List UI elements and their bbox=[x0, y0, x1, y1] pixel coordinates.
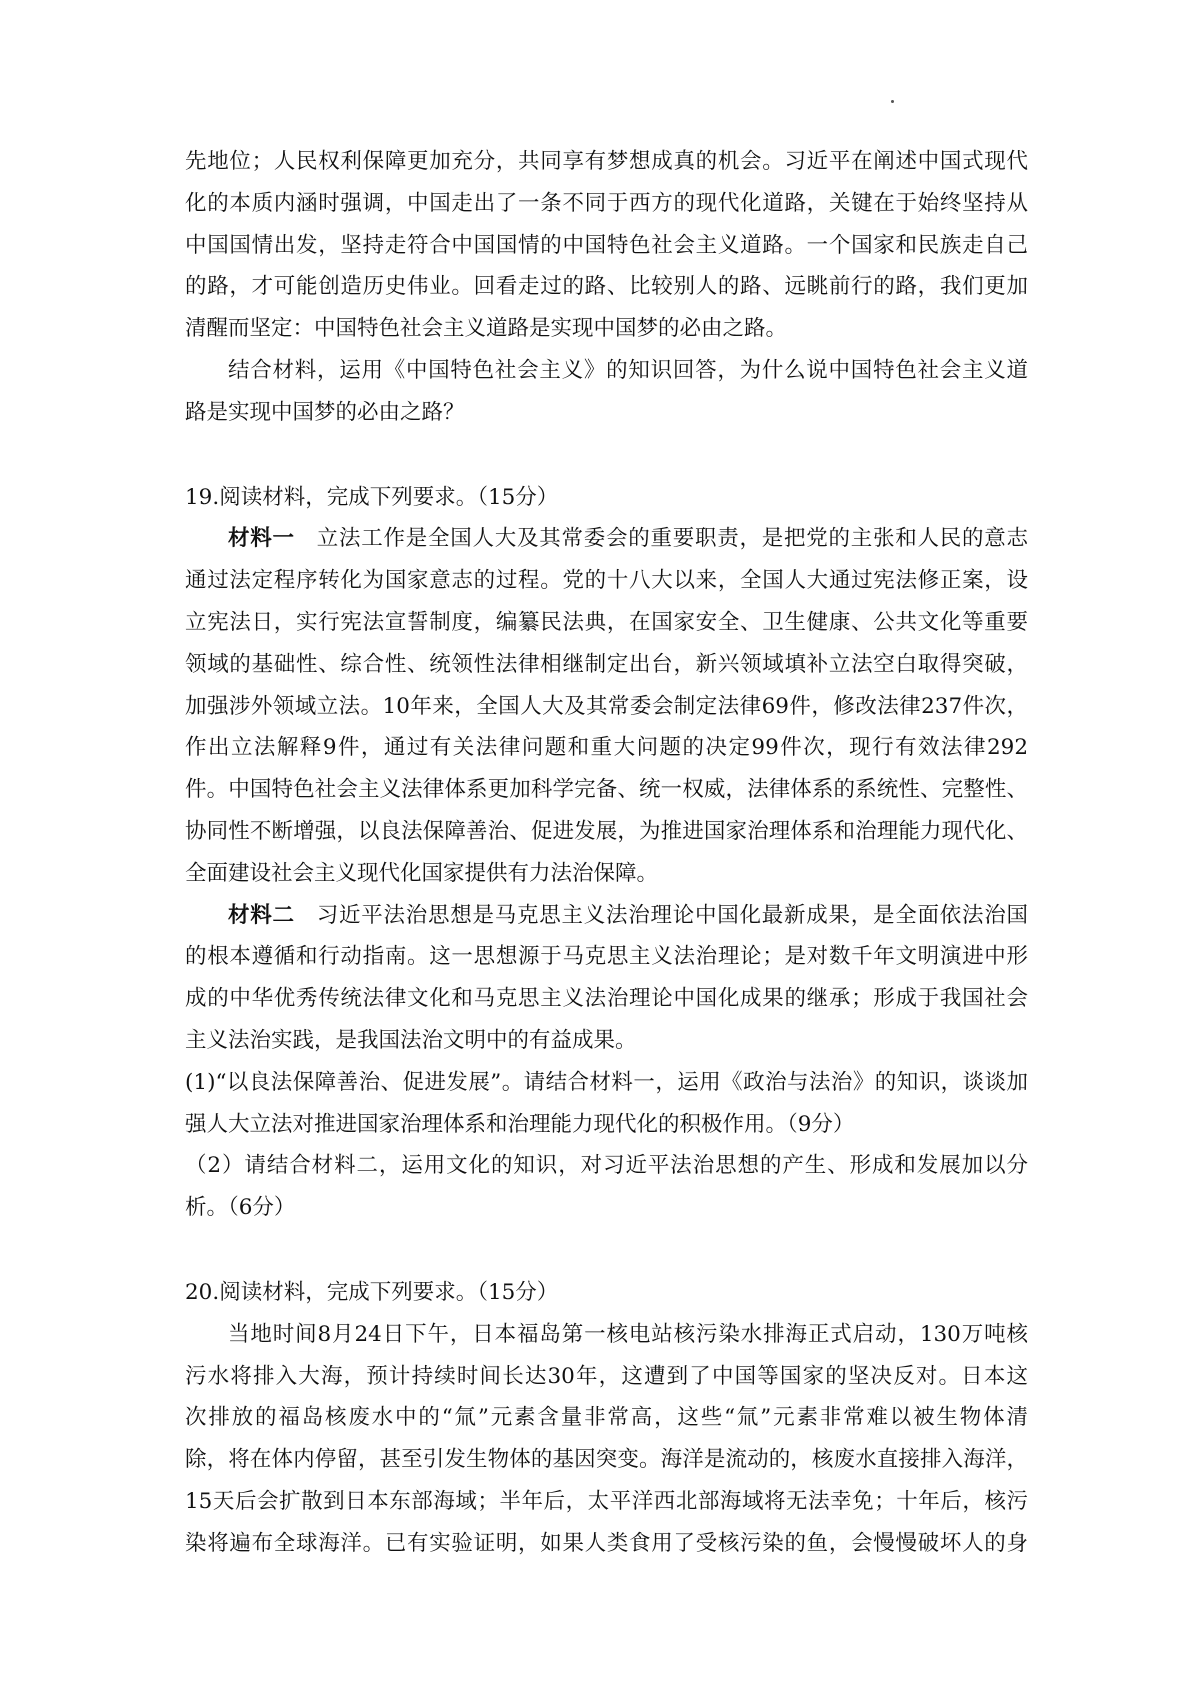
question-heading: 20.阅读材料，完成下列要求。（15分） bbox=[185, 1279, 559, 1305]
text-line: 件。中国特色社会主义法律体系更加科学完备、统一权威，法律体系的系统性、完整性、 bbox=[185, 777, 1028, 803]
exam-page bbox=[185, 141, 1028, 1565]
text-line: 通过法定程序转化为国家意志的过程。党的十八大以来，全国人大通过宪法修正案，设 bbox=[185, 568, 1028, 594]
scan-dot bbox=[891, 100, 894, 103]
question-19 bbox=[185, 477, 1028, 1229]
question-20 bbox=[185, 1272, 1028, 1565]
material-label: 材料二 bbox=[228, 902, 295, 928]
text-line: 加强涉外领域立法。10年来，全国人大及其常委会制定法律69件，修改法律237件次， bbox=[185, 693, 1028, 719]
question-heading: 19.阅读材料，完成下列要求。（15分） bbox=[185, 484, 559, 510]
text-line: 立法工作是全国人大及其常委会的重要职责，是把党的主张和人民的意志 bbox=[316, 526, 1028, 552]
text-line: 化的本质内涵时强调，中国走出了一条不同于西方的现代化道路，关键在于始终坚持从 bbox=[185, 190, 1028, 216]
text-line: 全面建设社会主义现代化国家提供有力法治保障。 bbox=[185, 860, 659, 886]
q18-question bbox=[185, 350, 1028, 434]
text-line: 当地时间8月24日下午，日本福岛第一核电站核污染水排海正式启动，130万吨核 bbox=[228, 1321, 1028, 1347]
sub-question-2: （2）请结合材料二，运用文化的知识，对习近平法治思想的产生、形成和发展加以分 bbox=[185, 1153, 1028, 1179]
text-line: 的根本遵循和行动指南。这一思想源于马克思主义法治理论；是对数千年文明演进中形 bbox=[185, 944, 1028, 970]
text-line: 先地位；人民权利保障更加充分，共同享有梦想成真的机会。习近平在阐述中国式现代 bbox=[185, 149, 1028, 174]
material-label: 材料一 bbox=[228, 526, 295, 552]
sub-question-2: 析。（6分） bbox=[185, 1195, 296, 1221]
text-line: 成的中华优秀传统法律文化和马克思主义法治理论中国化成果的继承；形成于我国社会 bbox=[185, 986, 1028, 1012]
text-line: 15天后会扩散到日本东部海域；半年后，太平洋西北部海域将无法幸免；十年后，核污 bbox=[185, 1488, 1028, 1514]
text-line: 立宪法日，实行宪法宣誓制度，编纂民法典，在国家安全、卫生健康、公共文化等重要 bbox=[185, 609, 1028, 635]
text-line: 路是实现中国梦的必由之路？ bbox=[185, 399, 465, 425]
text-line: 结合材料，运用《中国特色社会主义》的知识回答，为什么说中国特色社会主义道 bbox=[228, 357, 1028, 383]
text-line: 污水将排入大海，预计持续时间长达30年，这遭到了中国等国家的坚决反对。日本这 bbox=[185, 1363, 1028, 1389]
text-line: 习近平法治思想是马克思主义法治理论中国化最新成果，是全面依法治国 bbox=[316, 902, 1028, 928]
text-line: 主义法治实践，是我国法治文明中的有益成果。 bbox=[185, 1027, 637, 1053]
text-line: 领域的基础性、综合性、统领性法律相继制定出台，新兴领域填补立法空白取得突破， bbox=[185, 651, 1028, 677]
sub-question-1: (1)“以良法保障善治、促进发展”。请结合材料一，运用《政治与法治》的知识，谈谈加 bbox=[185, 1069, 1028, 1095]
text-line: 的路，才可能创造历史伟业。回看走过的路、比较别人的路、远眺前行的路，我们更加 bbox=[185, 274, 1028, 300]
text-line: 染将遍布全球海洋。已有实验证明，如果人类食用了受核污染的鱼，会慢慢破坏人的身 bbox=[185, 1530, 1028, 1556]
text-line: 作出立法解释9件，通过有关法律问题和重大问题的决定99件次，现行有效法律292 bbox=[185, 735, 1028, 761]
q18-material-tail bbox=[185, 141, 1028, 350]
text-line: 次排放的福岛核废水中的“氚”元素含量非常高，这些“氚”元素非常难以被生物体清 bbox=[185, 1405, 1028, 1431]
text-line: 中国国情出发，坚持走符合中国国情的中国特色社会主义道路。一个国家和民族走自己 bbox=[185, 232, 1028, 258]
text-line: 协同性不断增强，以良法保障善治、促进发展，为推进国家治理体系和治理能力现代化、 bbox=[185, 818, 1028, 844]
text-line: 清醒而坚定：中国特色社会主义道路是实现中国梦的必由之路。 bbox=[185, 316, 788, 342]
sub-question-1: 强人大立法对推进国家治理体系和治理能力现代化的积极作用。（9分） bbox=[185, 1111, 855, 1137]
text-line: 除，将在体内停留，甚至引发生物体的基因突变。海洋是流动的，核废水直接排入海洋， bbox=[185, 1447, 1028, 1473]
